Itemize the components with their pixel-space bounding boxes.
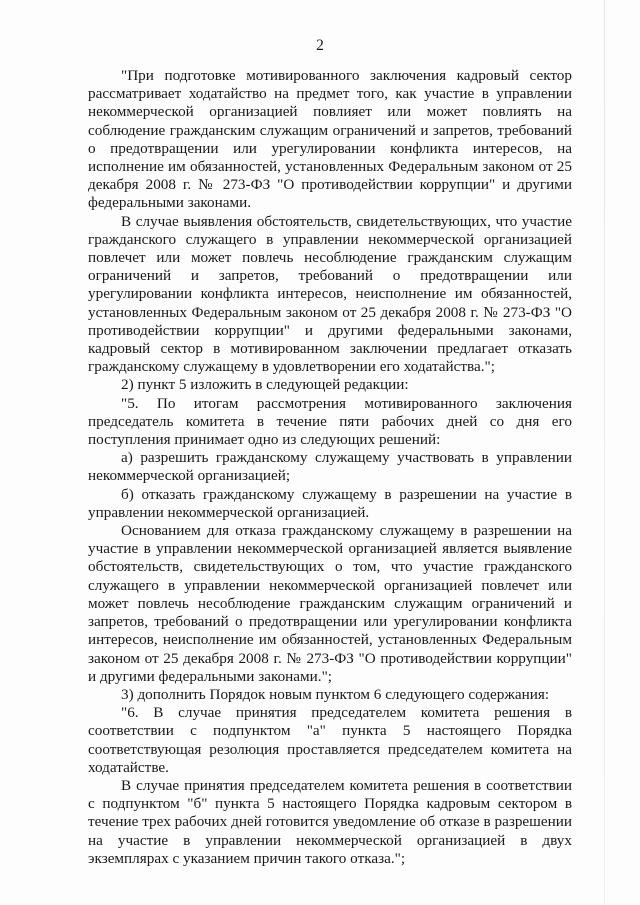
scan-edge-line: [604, 0, 605, 905]
paragraph-subpoint-a: а) разрешить гражданскому служащему участвовать в управлении некоммерческой организацией;: [88, 449, 572, 485]
page-number: 2: [316, 37, 324, 54]
paragraph-refusal-grounds: Основанием для отказа гражданскому служащему в разрешении на участие в управлении некоммерческой организацией является выявление обстоятельств, свидетельствующих о том, что участие гражданского служащего в управлении некоммерческой организацией повлечет или может повлечь несоблюдение гражданским служащим ограничений и запретов, требований о предотвращении или урегулировании конфликта интересов, неисполнение им обязанностей, установленных Федеральным законом от 25 декабря 2008 г. № 273-ФЗ "О противодействии коррупции" и другими федеральными законами.";: [88, 522, 572, 685]
paragraph-motivated-conclusion: "При подготовке мотивированного заключения кадровый сектор рассматривает ходатайство на предмет того, как участие в управлении некоммерческой организацией повлияет или может повлиять на соблюдение гражданским служащим ограничений и запретов, требований о предотвращении или урегулировании конфликта интересов, на исполнение им обязанностей, установленных Федеральным законом от 25 декабря 2008 г. № 273-ФЗ "О противодействии коррупции" и другими федеральными законами.: [88, 67, 572, 212]
paragraph-item-2: 2) пункт 5 изложить в следующей редакции:: [121, 376, 409, 394]
paragraph-refusal-notice: В случае принятия председателем комитета решения в соответствии с подпунктом "б" пункта 5 настоящего Порядка кадровым сектором в течение трех рабочих дней готовится уведомление об отказе в разрешении на участие в управлении некоммерческой организацией в двух экземплярах с указанием причин такого отказа.";: [88, 776, 572, 867]
paragraph-point-6: "6. В случае принятия председателем комитета решения в соответствии с подпунктом "а" пункта 5 настоящего Порядка соответствующая резолюция проставляется председателем комитета на ходатайстве.: [88, 704, 572, 776]
paragraph-item-3: 3) дополнить Порядок новым пунктом 6 следующего содержания:: [121, 685, 550, 703]
paragraph-subpoint-b: б) отказать гражданскому служащему в разрешении на участие в управлении некоммерческой организацией.: [88, 485, 572, 521]
paragraph-circumstances: В случае выявления обстоятельств, свидетельствующих, что участие гражданского служащего в управлении некоммерческой организацией повлечет или может повлечь несоблюдение гражданским служащим ограничений и запретов, требований о предотвращении или урегулировании конфликта интересов, неисполнение им обязанностей, установленных Федеральным законом от 25 декабря 2008 г. № 273-ФЗ "О противодействии коррупции" и другими федеральными законами, кадровый сектор в мотивированном заключении предлагает отказать гражданскому служащему в удовлетворении его ходатайства.";: [88, 212, 572, 376]
document-body: [88, 67, 572, 868]
paragraph-point-5: "5. По итогам рассмотрения мотивированного заключения председатель комитета в течение пяти рабочих дней со дня его поступления принимает одно из следующих решений:: [88, 394, 572, 449]
